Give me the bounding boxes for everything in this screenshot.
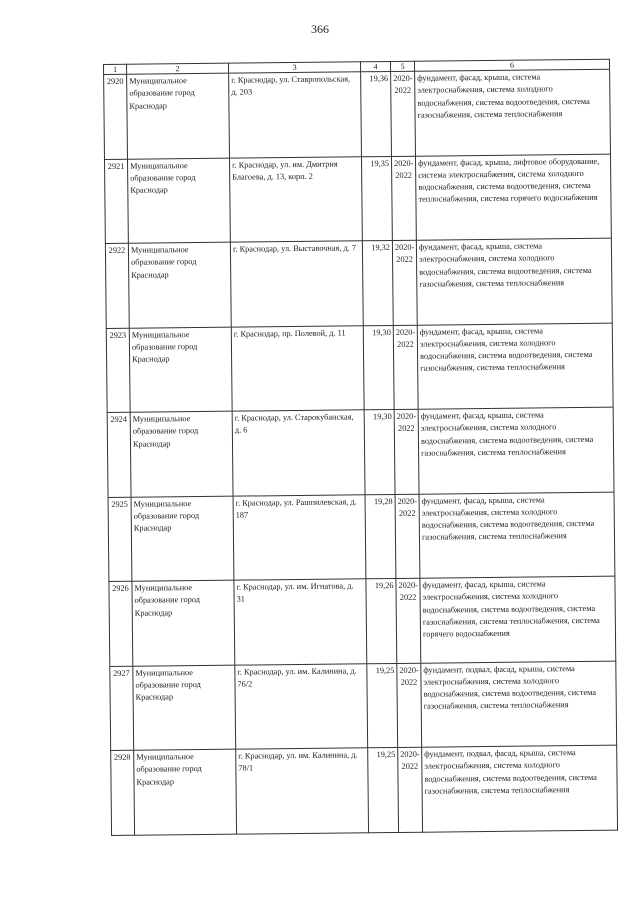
- period-cell: 2020-2022: [391, 156, 416, 241]
- column-header: 1: [104, 64, 127, 74]
- municipality-cell: Муниципальное образование город Краснодар: [127, 73, 230, 159]
- column-header: 6: [414, 59, 609, 71]
- period-cell: 2020-2022: [395, 494, 420, 579]
- table-row: [104, 69, 611, 159]
- row-number-cell: 2924: [107, 412, 131, 497]
- address-cell: г. Краснодар, ул. Выставочная, д. 7: [230, 241, 363, 327]
- row-number-cell: 2922: [105, 243, 129, 328]
- row-number-cell: 2928: [111, 750, 135, 835]
- table-row: [111, 745, 618, 835]
- row-number-cell: 2921: [104, 159, 128, 244]
- address-cell: г. Краснодар, ул. Ставропольская, д. 203: [229, 72, 362, 158]
- area-cell: 19,30: [364, 409, 395, 494]
- address-cell: г. Краснодар, ул. Рашпилевская, д. 187: [233, 494, 366, 580]
- area-cell: 19,35: [361, 156, 392, 241]
- address-cell: г. Краснодар, ул. Старокубанская, д. 6: [232, 410, 365, 496]
- period-cell: 2020-2022: [397, 663, 422, 748]
- table-row: [109, 576, 616, 666]
- period-cell: 2020-2022: [393, 325, 418, 410]
- period-cell: 2020-2022: [392, 240, 417, 325]
- row-number-cell: 2927: [110, 666, 134, 751]
- row-number-cell: 2923: [106, 328, 130, 413]
- period-cell: 2020-2022: [394, 409, 419, 494]
- period-cell: 2020-2022: [398, 747, 423, 832]
- period-cell: 2020-2022: [396, 578, 421, 663]
- works-cell: фундамент, фасад, крыша, система электроснабжения, система холодного водоснабжения, система водоотведения, система газоснабжения, система теплоснабжения: [417, 323, 613, 410]
- works-cell: фундамент, фасад, крыша, система электроснабжения, система холодного водоснабжения, система водоотведения, система газоснабжения, система теплоснабжения: [419, 492, 615, 579]
- column-header: 2: [127, 63, 229, 74]
- works-cell: фундамент, подвал, фасад, крыша, система электроснабжения, система холодного водоснабжения, система водоотведения, система газоснабжения, система теплоснабжения: [422, 745, 618, 832]
- table-row: [106, 323, 613, 413]
- works-cell: фундамент, фасад, крыша, лифтовое оборудование, система электроснабжения, система холодного водоснабжения, система водоотведения, система теплоснабжения, система горячего водоснабжения: [415, 154, 611, 241]
- table-row: [108, 492, 615, 582]
- municipality-cell: Муниципальное образование город Краснодар: [132, 580, 235, 666]
- column-header: 4: [360, 61, 390, 71]
- address-cell: г. Краснодар, ул. им. Калинина, д. 76/2: [235, 663, 368, 749]
- period-cell: 2020-2022: [391, 71, 416, 156]
- table-row: [110, 661, 617, 751]
- works-cell: фундамент, фасад, крыша, система электроснабжения, система холодного водоснабжения, система водоотведения, система газоснабжения, система теплоснабжения: [416, 238, 612, 325]
- municipality-cell: Муниципальное образование город Краснодар: [131, 496, 234, 582]
- register-table: [103, 59, 618, 836]
- area-cell: 19,26: [366, 578, 397, 663]
- address-cell: г. Краснодар, ул. им. Дмитрия Благоева, д. 13, корп. 2: [229, 156, 362, 242]
- area-cell: 19,30: [363, 325, 394, 410]
- municipality-cell: Муниципальное образование город Краснодар: [127, 158, 230, 244]
- area-cell: 19,25: [368, 747, 399, 832]
- works-cell: фундамент, фасад, крыша, система электроснабжения, система холодного водоснабжения, система водоотведения, система газоснабжения, система теплоснабжения: [415, 69, 611, 156]
- area-cell: 19,32: [362, 240, 393, 325]
- area-cell: 19,28: [365, 494, 396, 579]
- page-number: 366: [311, 22, 329, 36]
- row-number-cell: 2925: [108, 497, 132, 582]
- municipality-cell: Муниципальное образование город Краснодар: [130, 411, 233, 497]
- municipality-cell: Муниципальное образование город Краснодар: [134, 749, 237, 835]
- column-header: 3: [228, 62, 360, 73]
- table-row: [107, 407, 614, 497]
- works-cell: фундамент, фасад, крыша, система электроснабжения, система холодного водоснабжения, система водоотведения, система газоснабжения, система теплоснабжения: [418, 407, 614, 494]
- works-cell: фундамент, подвал, фасад, крыша, система электроснабжения, система холодного водоснабжения, система водоотведения, система газоснабжения, система теплоснабжения: [421, 661, 617, 748]
- area-cell: 19,36: [361, 71, 392, 156]
- address-cell: г. Краснодар, пр. Полевой, д. 11: [231, 325, 364, 411]
- municipality-cell: Муниципальное образование город Краснодар: [133, 665, 236, 751]
- column-header: 5: [390, 61, 414, 71]
- row-number-cell: 2926: [109, 581, 133, 666]
- area-cell: 19,25: [367, 663, 398, 748]
- row-number-cell: 2920: [104, 74, 128, 159]
- address-cell: г. Краснодар, ул. им. Игнатова, д. 31: [234, 579, 367, 665]
- table-row: [105, 238, 612, 328]
- table-row: [104, 154, 611, 244]
- address-cell: г. Краснодар, ул. им. Калинина, д. 78/1: [236, 748, 369, 834]
- municipality-cell: Муниципальное образование город Краснодар: [128, 242, 231, 328]
- works-cell: фундамент, фасад, крыша, система электроснабжения, система холодного водоснабжения, система водоотведения, система газоснабжения, система теплоснабжения, система горячего водоснабжения: [420, 576, 616, 663]
- municipality-cell: Муниципальное образование город Краснодар: [129, 327, 232, 413]
